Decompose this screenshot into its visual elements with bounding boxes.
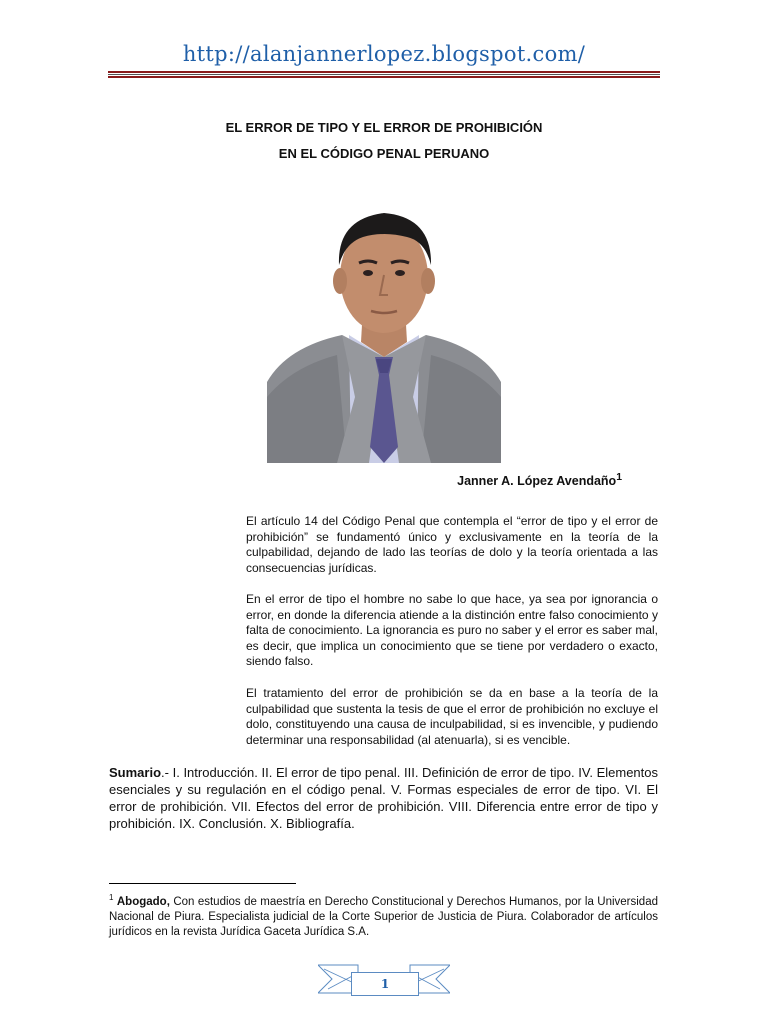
document-title-line2: EN EL CÓDIGO PENAL PERUANO [278, 146, 490, 161]
abstract-paragraph-1: El artículo 14 del Código Penal que contempla el “error de tipo y el error de prohibición” se fundamentó único y exclusivamente en la teoría de la culpabilidad, dejando de lado las teorías de dolo y la teoría orientada a las consecuencias jurídicas. [246, 514, 658, 575]
page-number: 1 [351, 972, 419, 996]
header-rule-top [108, 71, 660, 73]
author-footnote-mark: 1 [616, 472, 622, 483]
author-photo [267, 207, 501, 463]
footnote-rule [109, 883, 296, 884]
summary [109, 764, 658, 832]
footnote-text: Con estudios de maestría en Derecho Constitucional y Derechos Humanos, por la Universidad Nacional de Piura. Especialista judicial de la Corte Superior de Justicia de Piura. Colaborador de artículos jurídicos en la revista Jurídica Gaceta Jurídica S.A. [109, 895, 658, 938]
abstract-paragraph-3: El tratamiento del error de prohibición se da en base a la teoría de la culpabilidad que sustenta la tesis de que el error de prohibición no excluye el dolo, constituyendo una causa de inculpabilidad, si es invencible, y pudiendo determinar una responsabilidad (al atenuarla), si es vencible. [246, 686, 658, 747]
document-title-line1: EL ERROR DE TIPO Y EL ERROR DE PROHIBICIÓN [225, 120, 543, 135]
summary-label: Sumario [109, 765, 162, 780]
author-name: Janner A. López Avendaño$^1$ [457, 472, 622, 489]
footnote-label: Abogado, [116, 895, 170, 908]
footnote [109, 890, 658, 940]
header-rule-bottom [108, 76, 660, 78]
abstract-paragraph-2: En el error de tipo el hombre no sabe lo que hace, ya sea por ignorancia o error, en donde la diferencia atiende a la distinción entre falso conocimiento y falta de conocimiento. La ignorancia es puro no saber y el error es saber mal, es decir, que implica un conocimiento que se tiene por verdadero o exacto, siendo falso. [246, 592, 658, 668]
summary-separator: .- [161, 765, 173, 780]
header-url[interactable]: http://alanjannerlopez.blogspot.com/ [182, 42, 586, 66]
header-rule-middle [108, 74, 660, 75]
footnote-mark: 1 [109, 893, 114, 902]
summary-text: I. Introducción. II. El error de tipo penal. III. Definición de error de tipo. IV. Elementos esenciales y su regulación en el código penal. V. Formas especiales de error de tipo. VI. El error de prohibición. VII. Efectos del error de prohibición. VIII. Diferencia entre error de tipo y prohibición. IX. Conclusión. X. Bibliografía. [109, 765, 658, 831]
